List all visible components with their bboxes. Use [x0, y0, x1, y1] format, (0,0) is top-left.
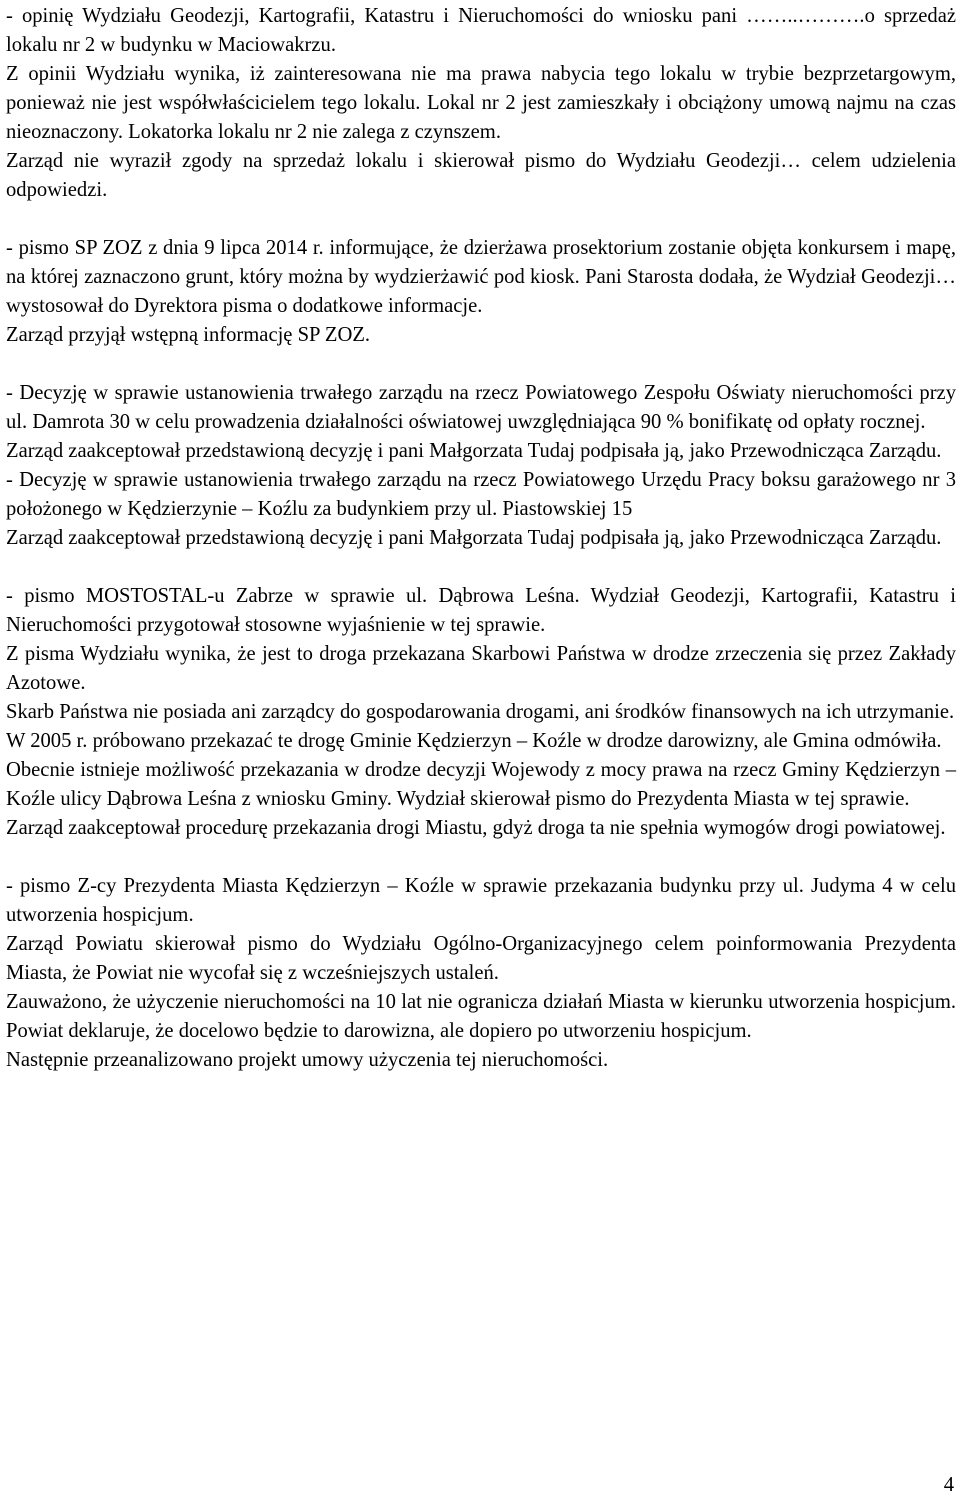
paragraph-opinion-result: Z opinii Wydziału wynika, iż zainteresowana nie ma prawa nabycia tego lokalu w trybie bezprzetargowym, ponieważ nie jest współwłaścicielem tego lokalu. Lokal nr 2 jest zamieszkały i obciążony umową najmu na czas nieoznaczony. Lokatorka lokalu nr 2 nie zalega z czynszem. [6, 63, 956, 143]
paragraph-board-no-consent: Zarząd nie wyraził zgody na sprzedaż lokalu i skierował pismo do Wydziału Geodezji… celem udzielenia odpowiedzi. [6, 150, 956, 201]
paragraph-state-treasury-funds: Skarb Państwa nie posiada ani zarządcy do gospodarowania drogami, ani środków finansowych na ich utrzymanie. [6, 701, 955, 723]
paragraph-decision-education-accepted: Zarząd zaakceptował przedstawioną decyzję i pani Małgorzata Tudaj podpisała ją, jako Przewodnicząca Zarządu. [6, 440, 942, 462]
paragraph-gap [6, 553, 956, 582]
paragraph-sp-zoz-accepted: Zarząd przyjął wstępną informację SP ZOZ. [6, 324, 371, 346]
paragraph-road-state-treasury: Z pisma Wydziału wynika, że jest to droga przekazana Skarbowi Państwa w drodze zrzeczenia się przez Zakłady Azotowe. [6, 643, 956, 694]
paragraph-gap [6, 843, 956, 872]
page-number: 4 [943, 1474, 954, 1496]
paragraph-sp-zoz-letter: - pismo SP ZOZ z dnia 9 lipca 2014 r. informujące, że dzierżawa prosektorium zostanie objęta konkursem i mapę, na której zaznaczono grunt, który można by wydzierżawić pod kiosk. Pani Starosta dodała, że Wydział Geodezji… wystosował do Dyrektora pisma o dodatkowe informacje. [6, 237, 956, 317]
paragraph-2005-attempt: W 2005 r. próbowano przekazać te drogę Gminie Kędzierzyn – Koźle w drodze darowizny, ale Gmina odmówiła. [6, 730, 942, 752]
paragraph-gap [6, 350, 956, 379]
paragraph-hospice-board-letter: Zarząd Powiatu skierował pismo do Wydziału Ogólno-Organizacyjnego celem poinformowania Prezydenta Miasta, że Powiat nie wycofał się z wcześniejszych ustaleń. [6, 933, 956, 984]
paragraph-decision-labour-office: - Decyzję w sprawie ustanowienia trwałego zarządu na rzecz Powiatowego Urzędu Pracy boksu garażowego nr 3 położonego w Kędzierzynie – Koźlu za budynkiem przy ul. Piastowskiej 15 [6, 469, 956, 520]
paragraph-hospice-lending: Zauważono, że użyczenie nieruchomości na 10 lat nie ogranicza działań Miasta w kierunku utworzenia hospicjum. Powiat deklaruje, że docelowo będzie to darowizna, ale dopiero po utworzeniu hospicjum. [6, 991, 956, 1042]
paragraph-gap [6, 205, 956, 234]
document-body [6, 2, 956, 1075]
paragraph-mostostal-letter: - pismo MOSTOSTAL-u Zabrze w sprawie ul. Dąbrowa Leśna. Wydział Geodezji, Kartografii, Katastru i Nieruchomości przygotował stosowne wyjaśnienie w tej sprawie. [6, 585, 956, 636]
paragraph-voivode-decision: Obecnie istnieje możliwość przekazania w drodze decyzji Wojewody z mocy prawa na rzecz Gminy Kędzierzyn – Koźle ulicy Dąbrowa Leśna z wniosku Gminy. Wydział skierował pismo do Prezydenta Miasta w tej sprawie. [6, 759, 956, 810]
paragraph-opinion-geodesy: - opinię Wydziału Geodezji, Kartografii, Katastru i Nieruchomości do wniosku pani ……..……….o sprzedaż lokalu nr 2 w budynku w Maciowakrzu. [6, 5, 956, 56]
paragraph-road-transfer-accepted: Zarząd zaakceptował procedurę przekazania drogi Miastu, gdyż droga ta nie spełnia wymogów drogi powiatowej. [6, 817, 946, 839]
paragraph-hospice-letter: - pismo Z-cy Prezydenta Miasta Kędzierzyn – Koźle w sprawie przekazania budynku przy ul. Judyma 4 w celu utworzenia hospicjum. [6, 875, 956, 926]
paragraph-decision-labour-office-accepted: Zarząd zaakceptował przedstawioną decyzję i pani Małgorzata Tudaj podpisała ją, jako Przewodnicząca Zarządu. [6, 527, 942, 549]
paragraph-decision-education: - Decyzję w sprawie ustanowienia trwałego zarządu na rzecz Powiatowego Zespołu Oświaty nieruchomości przy ul. Damrota 30 w celu prowadzenia działalności oświatowej uwzględniająca 90 % bonifikatę od opłaty rocznej. [6, 382, 956, 433]
paragraph-hospice-contract: Następnie przeanalizowano projekt umowy użyczenia tej nieruchomości. [6, 1049, 609, 1071]
